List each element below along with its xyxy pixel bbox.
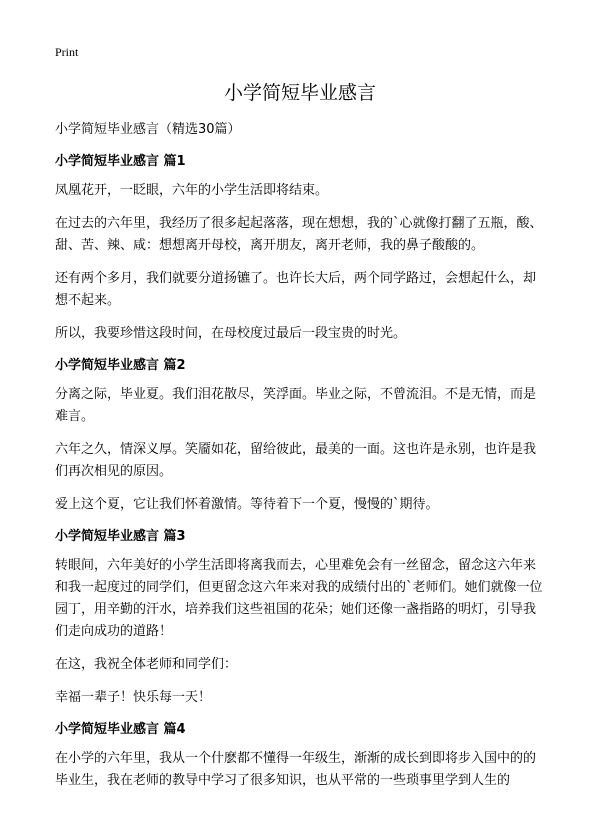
- document-content: [55, 120, 545, 803]
- document-subtitle: 小学简短毕业感言（精选30篇）: [55, 122, 241, 137]
- paragraph: 在小学的六年里，我从一个什麽都不懂得一年级生，渐渐的成长到即将步入国中的的毕业生，我在老师的教导中学习了很多知识，也从平常的一些琐事里学到人生的: [55, 751, 537, 788]
- print-label: Print: [55, 45, 79, 59]
- paragraph: 在这，我祝全体老师和同学们：: [55, 657, 238, 672]
- section-heading: 小学简短毕业感言 篇4: [55, 722, 186, 737]
- paragraph: 幸福一辈子！快乐每一天！: [55, 690, 212, 705]
- paragraph: 所以，我要珍惜这段时间，在母校度过最后一段宝贵的时光。: [55, 326, 407, 341]
- paragraph: 在过去的六年里，我经历了很多起起落落，现在想想，我的`心就像打翻了五瓶，酸、甜、苦、辣、咸：想想离开母校，离开朋友，离开老师，我的鼻子酸酸的。: [55, 216, 543, 253]
- section-4: [55, 720, 545, 792]
- paragraph: 转眼间，六年美好的小学生活即将离我而去，心里难免会有一丝留念，留念这六年来和我一起度过的同学们，但更留念这六年来对我的成绩付出的`老师们。她们就像一位园丁，用辛勤的汗水，培养我们这些祖国的花朵；她们还像一盏指路的明灯，引导我们走向成功的道路！: [55, 558, 543, 639]
- section-heading: 小学简短毕业感言 篇3: [55, 529, 186, 544]
- paragraph: 还有两个多月，我们就要分道扬镳了。也许长大后，两个同学路过，会想起什么，却想不起来。: [55, 271, 537, 308]
- section-2: [55, 356, 545, 516]
- paragraph: 分离之际，毕业夏。我们泪花散尽，笑浮面。毕业之际，不曾流泪。不是无情，而是难言。: [55, 387, 537, 424]
- paragraph: 六年之久，情深义厚。笑靥如花，留给彼此，最美的一面。这也许是永别，也许是我们再次相见的原因。: [55, 442, 537, 479]
- paragraph: 凤凰花开，一眨眼，六年的小学生活即将结束。: [55, 183, 329, 198]
- paragraph: 爱上这个夏，它让我们怀着激情。等待着下一个夏，慢慢的`期待。: [55, 497, 439, 512]
- section-heading: 小学简短毕业感言 篇1: [55, 154, 186, 169]
- page-title: 小学简短毕业感言: [223, 82, 376, 104]
- section-heading: 小学简短毕业感言 篇2: [55, 358, 186, 373]
- section-1: [55, 152, 545, 345]
- section-3: [55, 527, 545, 709]
